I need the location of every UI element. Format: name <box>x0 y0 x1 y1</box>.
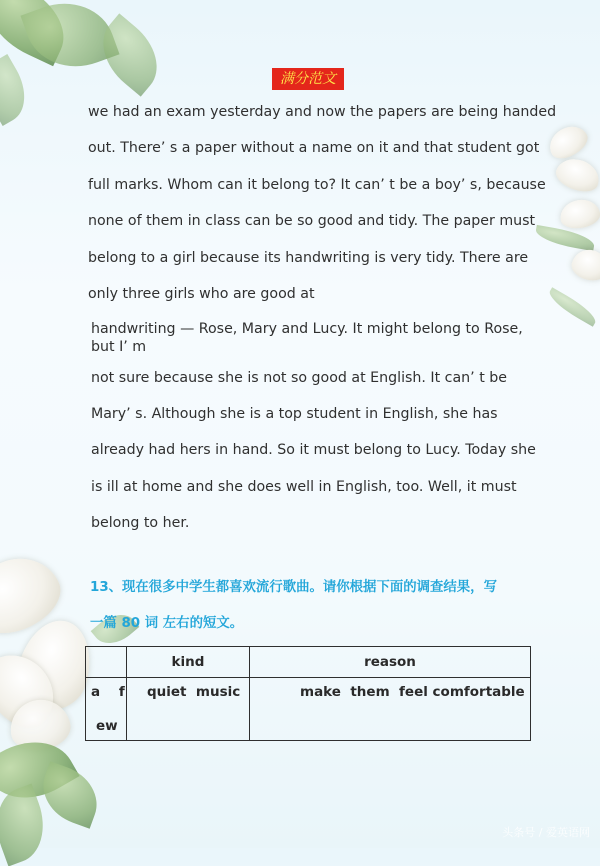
essay-line: out. There’ s a paper without a name on it and that student got <box>88 140 540 156</box>
table-row <box>86 678 531 741</box>
table-header-row <box>86 647 531 678</box>
table-header-reason: reason <box>250 647 531 678</box>
essay-line: handwriting — Rose, Mary and Lucy. It might belong to Rose, <box>91 321 523 337</box>
watermark: 头条号 / 爱英语网 <box>502 826 590 839</box>
survey-table <box>85 646 531 741</box>
amount-text-bottom: ew <box>96 718 118 734</box>
essay-line: Mary’ s. Although she is a top student in English, she has <box>91 406 498 422</box>
amount-text-top: a f <box>91 684 125 700</box>
question-prompt-line-2: 一篇 80 词 左右的短文。 <box>90 616 244 631</box>
essay-line: is ill at home and she does well in English, too. Well, it must <box>91 479 517 495</box>
table-header-empty <box>86 647 127 678</box>
essay-line: full marks. Whom can it belong to? It can’ t be a boy’ s, because <box>88 177 546 193</box>
model-essay-badge: 满分范文 <box>272 68 344 90</box>
essay-line: but I’ m <box>91 339 147 355</box>
table-header-kind: kind <box>127 647 250 678</box>
essay-line: none of them in class can be so good and tidy. The paper must <box>88 213 536 229</box>
table-cell-reason: make them feel comfortable <box>250 678 531 741</box>
essay-line: belong to her. <box>91 515 190 531</box>
table-cell-amount <box>86 678 127 741</box>
table-cell-kind: quiet music <box>127 678 250 741</box>
essay-line: already had hers in hand. So it must belong to Lucy. Today she <box>91 442 536 458</box>
essay-line: only three girls who are good at <box>88 286 315 302</box>
essay-line: belong to a girl because its handwriting is very tidy. There are <box>88 250 529 266</box>
question-prompt-line-1: 13、现在很多中学生都喜欢流行歌曲。请你根据下面的调查结果，写 <box>90 580 497 595</box>
essay-line: we had an exam yesterday and now the papers are being handed <box>88 104 557 120</box>
essay-line: not sure because she is not so good at English. It can’ t be <box>91 370 507 386</box>
